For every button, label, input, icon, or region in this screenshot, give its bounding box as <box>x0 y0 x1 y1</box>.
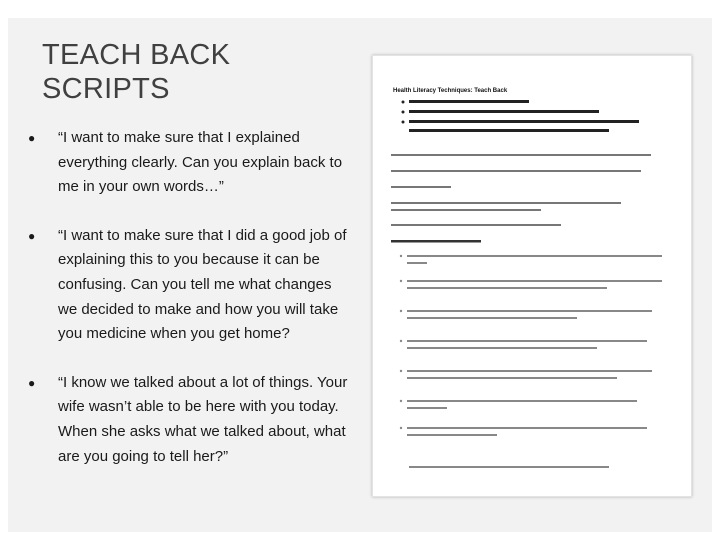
bullet-text: “I want to make sure that I did a good job of explaining this to you because it can be confusing. Can you tell me what changes we decided to make and how you will take you medicine when you get home? <box>58 226 347 343</box>
bullet-text: “I want to make sure that I explained everything clearly. Can you explain back to me in your own words…” <box>58 129 343 196</box>
bullet-list <box>28 126 348 469</box>
bullet-icon: ● <box>28 228 36 243</box>
bullet-icon: ● <box>28 131 36 145</box>
document-text-lines <box>373 56 691 496</box>
bullet-item <box>28 371 348 469</box>
document-image <box>372 55 692 497</box>
document-title: Health Literacy Techniques: Teach Back <box>393 88 508 94</box>
bullet-icon: ● <box>28 375 36 390</box>
bullet-text: “I know we talked about a lot of things. Your wife wasn’t able to be here with you today. When she asks what we talked about, what are you going to tell her?” <box>58 373 348 465</box>
slide-title: TEACH BACK SCRIPTS <box>42 39 231 105</box>
bullet-item <box>28 126 348 200</box>
bullet-item <box>28 224 348 347</box>
